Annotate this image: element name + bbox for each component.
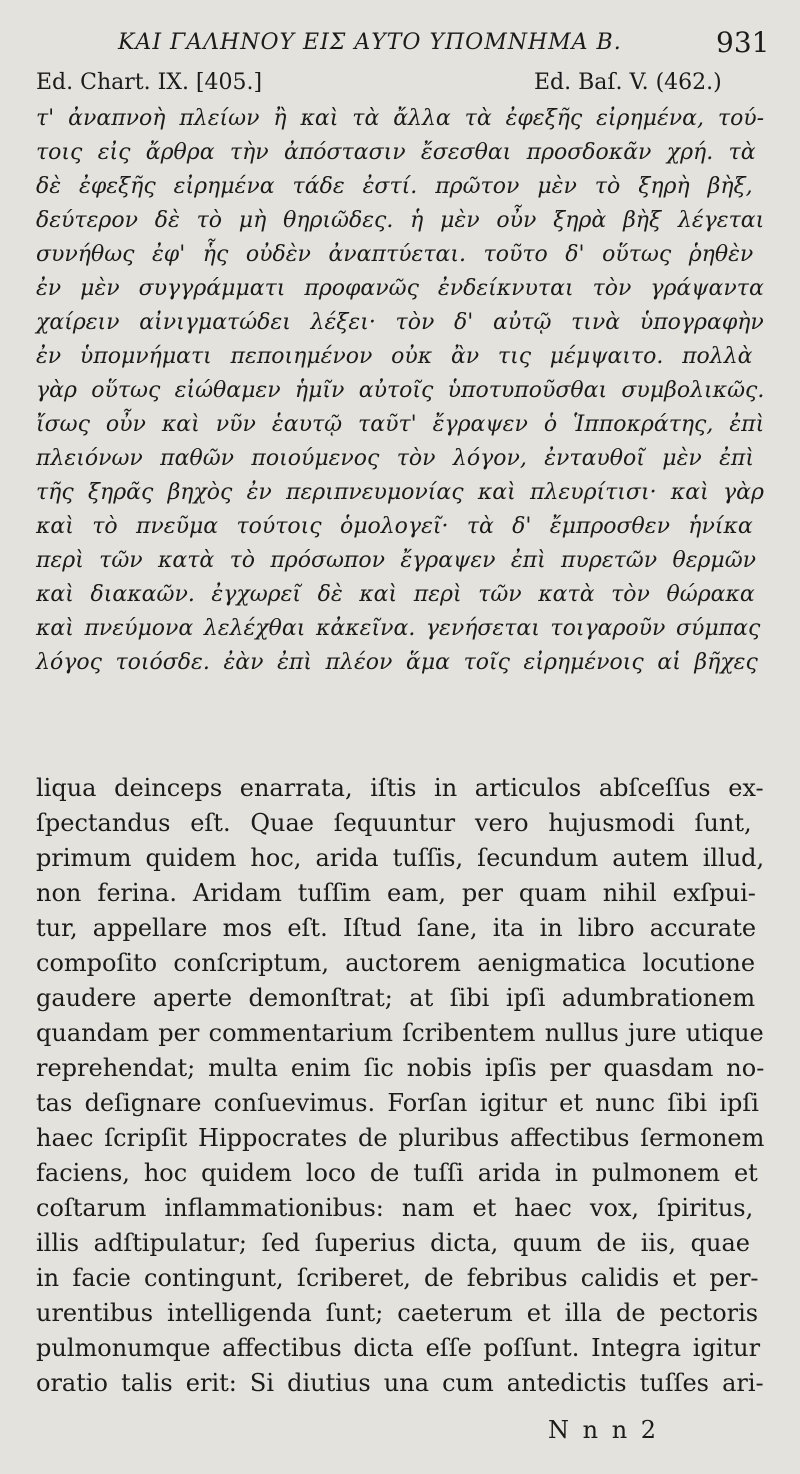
running-header-title: ΚΑΙ ΓΑΛΗΝΟΥ ΕΙΣ ΑΥΤΟ ΥΠΟΜΝΗΜΑ Β. — [118, 30, 622, 55]
latin-text-line: tur, appellare mos eſt. Iſtud ſane, ita in libro accurate — [36, 914, 757, 942]
latin-text-line: quandam per commentarium ſcribentem nullus jure utique — [36, 1019, 764, 1047]
greek-text-line: τῆς ξηρᾶς βηχὸς ἐν περιπνευμονίας καὶ πλευρίτισι· καὶ γὰρ — [36, 480, 764, 505]
latin-text-line: urentibus intelligenda ſunt; caeterum et illa de pectoris — [36, 1299, 759, 1327]
greek-text-line: γὰρ οὕτως εἰώθαμεν ἡμῖν αὐτοῖς ὑποτυποῦσθαι συμβολικῶς. — [36, 378, 765, 403]
greek-text-line: συνήθως ἐφ' ἧς οὐδὲν ἀναπτύεται. τοῦτο δ' οὕτως ῥηθὲν — [36, 242, 754, 267]
greek-text-line: καὶ πνεύμονα λελέχθαι κἀκεῖνα. γενήσεται τοιγαροῦν σύμπας — [36, 616, 761, 641]
latin-text-line: ſpectandus eſt. Quae ſequuntur vero hujusmodi ſunt, — [36, 809, 752, 837]
latin-text-line: non ferina. Aridam tuſſim eam, per quam nihil exſpui- — [36, 879, 756, 907]
latin-text-line: liqua deinceps enarrata, iſtis in articulos abſceſſus ex- — [36, 774, 764, 802]
latin-text-line: faciens, hoc quidem loco de tuſſi arida in pulmonem et — [36, 1159, 758, 1187]
latin-text-line: compoſito conſcriptum, auctorem aenigmatica locutione — [36, 949, 756, 977]
greek-text-line: καὶ τὸ πνεῦμα τούτοις ὁμολογεῖ· τὰ δ' ἔμπροσθεν ἡνίκα — [36, 514, 753, 539]
latin-text-line: tas deſignare conſuevimus. Forſan igitur et nunc ſibi ipſi — [36, 1089, 759, 1117]
latin-text-line: reprehendat; multa enim ſic nobis ipſis per quasdam no- — [36, 1054, 765, 1082]
greek-text-line: ἐν μὲν συγγράμματι προφανῶς ἐνδείκνυται τὸν γράψαντα — [36, 276, 764, 301]
greek-text-line: καὶ διακαῶν. ἐγχωρεῖ δὲ καὶ περὶ τῶν κατὰ τὸν θώρακα — [36, 582, 755, 607]
greek-text-line: ἴσως οὖν καὶ νῦν ἑαυτῷ ταῦτ' ἔγραψεν ὁ Ἱπποκράτης, ἐπὶ — [36, 412, 765, 437]
greek-text-line: λόγος τοιόσδε. ἐὰν ἐπὶ πλέον ἅμα τοῖς εἰρημένοις αἱ βῆχες — [36, 650, 758, 675]
page-number: 931 — [716, 26, 770, 59]
latin-text-line: pulmonumque affectibus dicta eſſe poſſunt. Integra igitur — [36, 1334, 761, 1362]
latin-text-line: gaudere aperte demonſtrat; at ſibi ipſi adumbrationem — [36, 984, 756, 1012]
greek-text-line: πλειόνων παθῶν ποιούμενος τὸν λόγον, ἐνταυθοῖ μὲν ἐπὶ — [36, 446, 755, 471]
greek-text-line: δὲ ἐφεξῆς εἰρημένα τάδε ἐστί. πρῶτον μὲν τὸ ξηρὴ βὴξ, — [36, 174, 753, 199]
latin-text-line: coſtarum inflammationibus: nam et haec vox, ſpiritus, — [36, 1194, 754, 1222]
latin-text-line: haec ſcripſit Hippocrates de pluribus affectibus ſermonem — [36, 1124, 765, 1152]
edition-reference-chartier: Ed. Chart. IX. [405.] — [36, 70, 263, 95]
edition-reference-basel: Ed. Baſ. V. (462.) — [534, 70, 722, 95]
bleed-through-text — [310, 712, 315, 731]
latin-text-block — [36, 771, 766, 1401]
greek-text-line: δεύτερον δὲ τὸ μὴ θηριῶδες. ἡ μὲν οὖν ξηρὰ βὴξ λέγεται — [36, 208, 765, 233]
latin-text-line: in facie contingunt, ſcriberet, de febribus calidis et per- — [36, 1264, 759, 1292]
signature-mark: N n n 2 — [548, 1416, 660, 1444]
latin-text-line: oratio talis erit: Si diutius una cum antedictis tuſſes ari- — [36, 1369, 764, 1397]
greek-text-line: τοις εἰς ἄρθρα τὴν ἀπόστασιν ἔσεσθαι προσδοκᾶν χρή. τὰ — [36, 140, 756, 165]
latin-text-line: primum quidem hoc, arida tuſſis, ſecundum autem illud, — [36, 844, 765, 872]
greek-text-line: τ' ἀναπνοὴ πλείων ἢ καὶ τὰ ἄλλα τὰ ἐφεξῆς εἰρημένα, τού- — [36, 106, 765, 131]
greek-text-line: χαίρειν αἰνιγματώδει λέξει· τὸν δ' αὐτῷ τινὰ ὑπογραφὴν — [36, 310, 764, 335]
latin-text-line: illis adſtipulatur; ſed ſuperius dicta, quum de iis, quae — [36, 1229, 750, 1257]
greek-text-line: περὶ τῶν κατὰ τὸ πρόσωπον ἔγραψεν ἐπὶ πυρετῶν θερμῶν — [36, 548, 757, 573]
greek-text-block — [36, 102, 766, 680]
greek-text-line: ἐν ὑπομνήματι πεποιημένον οὐκ ἂν τις μέμψαιτο. πολλὰ — [36, 344, 753, 369]
